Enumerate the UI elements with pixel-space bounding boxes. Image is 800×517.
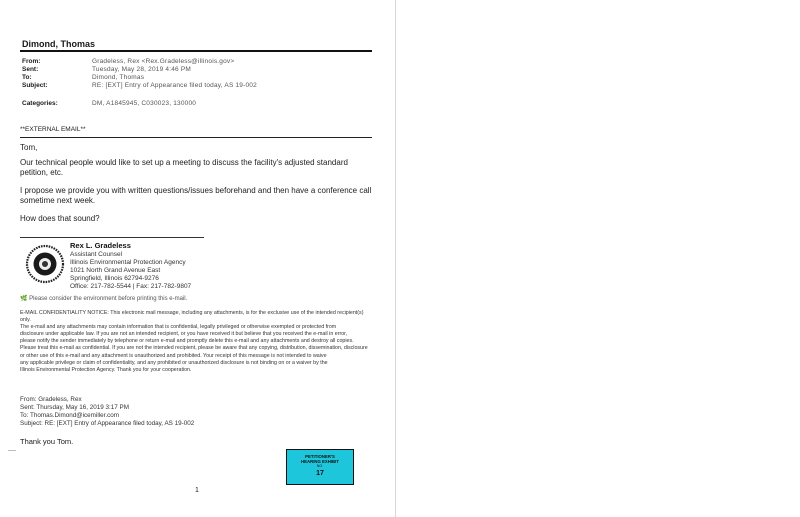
signature-rule — [20, 237, 204, 238]
forwarded-from — [20, 396, 82, 403]
header-value: Tuesday, May 28, 2019 4:46 PM — [92, 66, 192, 73]
leaf-icon: 🌿 — [20, 296, 28, 302]
forwarded-value: RE: [EXT] Entry of Appearance filed today, AS 19-002 — [44, 420, 195, 427]
external-email-notice: **EXTERNAL EMAIL** — [20, 126, 86, 133]
header-label: Sent: — [22, 66, 39, 73]
confidentiality-line: Illinois Environmental Protection Agency. Thank you for your cooperation. — [20, 366, 192, 373]
signature-name: Rex L. Gradeless — [70, 241, 131, 250]
forwarded-to — [20, 412, 119, 419]
confidentiality-line: any applicable privilege or claim of confidentiality, and any prohibited or unauthorized disclosure is not binding on or a waiver by the — [20, 359, 328, 366]
forwarded-sent — [20, 404, 129, 411]
header-row-subject — [22, 82, 257, 89]
forwarded-value: Gradeless, Rex — [38, 396, 82, 403]
page-divider — [395, 0, 396, 517]
header-label: To: — [22, 74, 32, 81]
header-value: Dimond, Thomas — [92, 74, 145, 81]
header-label: From: — [22, 58, 41, 65]
confidentiality-line: or other use of this e-mail and any attachment is unauthorized and prohibited. Your receipt of this message is not intended to waive — [20, 352, 327, 359]
signature-line: Springfield, Illinois 62794-9276 — [70, 275, 159, 282]
body-paragraph: I propose we provide you with written questions/issues beforehand and then have a conference call sometime next week. — [20, 186, 372, 205]
confidentiality-line: disclosure under applicable law. If you are not an intended recipient, or you have received it but believe that you received the e-mail in error, — [20, 331, 348, 338]
forwarded-label: Subject: — [20, 420, 43, 427]
header-row-to — [22, 74, 144, 81]
scan-mark — [8, 450, 16, 451]
confidentiality-line: The e-mail and any attachments may contain information that is confidential, legally privileged or otherwise exempted or protected from — [20, 324, 337, 331]
forwarded-label: From: — [20, 396, 37, 403]
stamp-line: PETITIONER'S — [305, 454, 335, 459]
forwarded-value: Thursday, May 16, 2019 3:17 PM — [36, 404, 129, 411]
greeting: Tom, — [20, 143, 38, 152]
closing-line: Thank you Tom. — [20, 437, 74, 446]
header-value: Gradeless, Rex <Rex.Gradeless@illinois.gov> — [92, 58, 235, 65]
page-number: 1 — [195, 487, 199, 494]
stamp-number: 17 — [316, 470, 324, 477]
signature-line: 1021 North Grand Avenue East — [70, 267, 161, 274]
header-row-categories — [22, 100, 196, 107]
agency-seal-icon — [22, 244, 68, 284]
print-notice-text: Please consider the environment before printing this e-mail. — [29, 296, 188, 302]
header-row-sent — [22, 66, 191, 73]
confidentiality-line: please notify the sender immediately by telephone or return e-mail and promptly delete this e-mail and any attachments and destroy all copies. — [20, 338, 354, 345]
body-rule — [20, 137, 372, 138]
sender-name: Dimond, Thomas — [22, 39, 96, 49]
exhibit-stamp — [286, 449, 354, 485]
body-paragraph: How does that sound? — [20, 214, 100, 223]
body-paragraph: Our technical people would like to set up a meeting to discuss the facility's adjusted standard petition, etc. — [20, 158, 348, 177]
header-row-from — [22, 58, 234, 65]
stamp-line: NO. — [316, 464, 324, 468]
header-value: RE: [EXT] Entry of Appearance filed today, AS 19-002 — [92, 82, 257, 89]
forwarded-label: To: — [20, 412, 29, 419]
confidentiality-notice — [20, 310, 372, 374]
print-notice — [20, 295, 187, 302]
confidentiality-line: E-MAIL CONFIDENTIALITY NOTICE: This electronic mail message, including any attachments, is for the exclusive use of the intended recipient(s) only. — [20, 310, 364, 324]
signature-line: Office: 217-782-5544 | Fax: 217-782-9807 — [70, 283, 192, 290]
header-label: Subject: — [22, 82, 48, 89]
confidentiality-line: Please treat this e-mail as confidential. If you are not the intended recipient, please be aware that any copying, distribution, dissemination, disclosure — [20, 345, 368, 352]
header-label: Categories: — [22, 100, 58, 107]
header-rule — [20, 50, 372, 52]
stamp-line: HEARING EXHIBIT — [301, 459, 339, 464]
forwarded-label: Sent: — [20, 404, 35, 411]
forwarded-value: Thomas.Dimond@icemiller.com — [30, 412, 120, 419]
forwarded-subject — [20, 420, 194, 427]
signature-line: Illinois Environmental Protection Agency — [70, 259, 186, 266]
header-value: DM, A1845945, C030023, 130000 — [92, 100, 197, 107]
signature-line: Assistant Counsel — [70, 251, 123, 258]
